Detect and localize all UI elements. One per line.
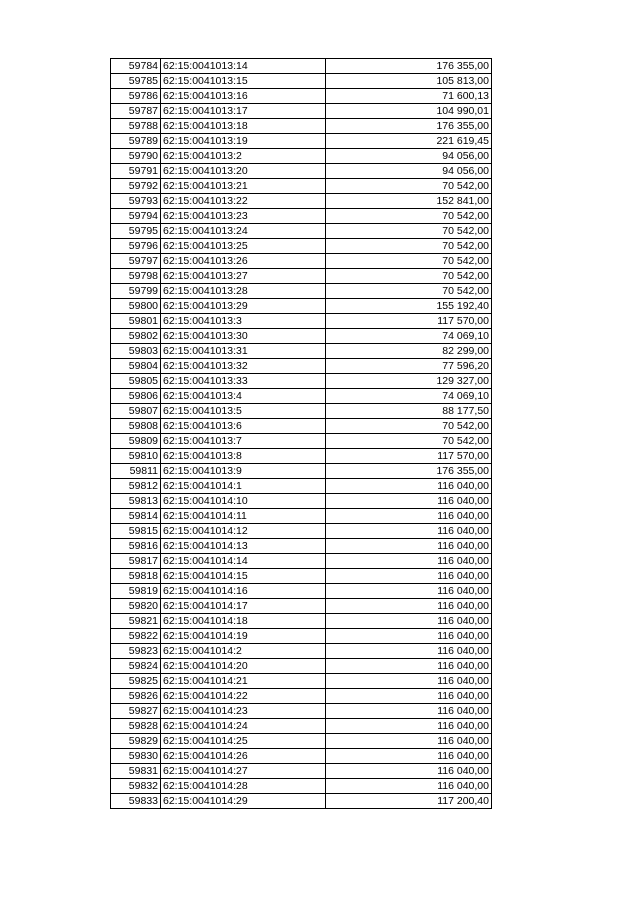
cadastral-value-cell: 88 177,50 xyxy=(326,404,492,419)
row-number-cell: 59797 xyxy=(111,254,161,269)
cadastral-value-cell: 117 200,40 xyxy=(326,794,492,809)
row-number-cell: 59807 xyxy=(111,404,161,419)
table-row xyxy=(111,569,492,584)
table-row xyxy=(111,224,492,239)
cadastral-number-cell: 62:15:0041014:28 xyxy=(161,779,326,794)
table-row xyxy=(111,434,492,449)
cadastral-value-cell: 71 600,13 xyxy=(326,89,492,104)
table-row xyxy=(111,134,492,149)
row-number-cell: 59802 xyxy=(111,329,161,344)
cadastral-value-cell: 221 619,45 xyxy=(326,134,492,149)
row-number-cell: 59804 xyxy=(111,359,161,374)
table-row xyxy=(111,779,492,794)
cadastral-number-cell: 62:15:0041014:2 xyxy=(161,644,326,659)
table-row xyxy=(111,59,492,74)
table-row xyxy=(111,719,492,734)
row-number-cell: 59826 xyxy=(111,689,161,704)
row-number-cell: 59799 xyxy=(111,284,161,299)
row-number-cell: 59824 xyxy=(111,659,161,674)
cadastral-number-cell: 62:15:0041013:31 xyxy=(161,344,326,359)
cadastral-number-cell: 62:15:0041013:8 xyxy=(161,449,326,464)
cadastral-number-cell: 62:15:0041013:30 xyxy=(161,329,326,344)
table-row xyxy=(111,674,492,689)
cadastral-number-cell: 62:15:0041014:20 xyxy=(161,659,326,674)
cadastral-value-cell: 116 040,00 xyxy=(326,569,492,584)
cadastral-value-cell: 70 542,00 xyxy=(326,419,492,434)
cadastral-value-cell: 70 542,00 xyxy=(326,179,492,194)
table-row xyxy=(111,479,492,494)
cadastral-number-cell: 62:15:0041013:3 xyxy=(161,314,326,329)
row-number-cell: 59833 xyxy=(111,794,161,809)
table-row xyxy=(111,749,492,764)
cadastral-value-cell: 82 299,00 xyxy=(326,344,492,359)
cadastral-number-cell: 62:15:0041013:21 xyxy=(161,179,326,194)
row-number-cell: 59811 xyxy=(111,464,161,479)
row-number-cell: 59785 xyxy=(111,74,161,89)
row-number-cell: 59793 xyxy=(111,194,161,209)
cadastral-value-cell: 176 355,00 xyxy=(326,464,492,479)
cadastral-value-cell: 176 355,00 xyxy=(326,119,492,134)
table-row xyxy=(111,374,492,389)
table-row xyxy=(111,539,492,554)
cadastral-number-cell: 62:15:0041013:27 xyxy=(161,269,326,284)
row-number-cell: 59809 xyxy=(111,434,161,449)
cadastral-number-cell: 62:15:0041013:32 xyxy=(161,359,326,374)
row-number-cell: 59801 xyxy=(111,314,161,329)
table-row xyxy=(111,614,492,629)
cadastral-number-cell: 62:15:0041014:22 xyxy=(161,689,326,704)
cadastral-value-cell: 116 040,00 xyxy=(326,539,492,554)
row-number-cell: 59790 xyxy=(111,149,161,164)
cadastral-value-cell: 74 069,10 xyxy=(326,329,492,344)
table-row xyxy=(111,179,492,194)
row-number-cell: 59814 xyxy=(111,509,161,524)
cadastral-number-cell: 62:15:0041013:15 xyxy=(161,74,326,89)
cadastral-value-cell: 155 192,40 xyxy=(326,299,492,314)
table-row xyxy=(111,419,492,434)
cadastral-value-cell: 104 990,01 xyxy=(326,104,492,119)
cadastral-value-cell: 116 040,00 xyxy=(326,494,492,509)
row-number-cell: 59792 xyxy=(111,179,161,194)
row-number-cell: 59787 xyxy=(111,104,161,119)
cadastral-value-cell: 116 040,00 xyxy=(326,584,492,599)
cadastral-value-cell: 116 040,00 xyxy=(326,689,492,704)
table-row xyxy=(111,524,492,539)
row-number-cell: 59816 xyxy=(111,539,161,554)
row-number-cell: 59795 xyxy=(111,224,161,239)
cadastral-value-cell: 70 542,00 xyxy=(326,209,492,224)
cadastral-number-cell: 62:15:0041013:7 xyxy=(161,434,326,449)
row-number-cell: 59800 xyxy=(111,299,161,314)
row-number-cell: 59821 xyxy=(111,614,161,629)
table-row xyxy=(111,314,492,329)
row-number-cell: 59789 xyxy=(111,134,161,149)
cadastral-number-cell: 62:15:0041013:17 xyxy=(161,104,326,119)
cadastral-value-cell: 70 542,00 xyxy=(326,434,492,449)
table-row xyxy=(111,599,492,614)
table-row xyxy=(111,659,492,674)
table-row xyxy=(111,794,492,809)
cadastral-value-cell: 116 040,00 xyxy=(326,509,492,524)
table-row xyxy=(111,284,492,299)
cadastral-value-table xyxy=(110,58,492,809)
row-number-cell: 59829 xyxy=(111,734,161,749)
cadastral-value-cell: 116 040,00 xyxy=(326,764,492,779)
cadastral-number-cell: 62:15:0041013:14 xyxy=(161,59,326,74)
cadastral-value-cell: 116 040,00 xyxy=(326,479,492,494)
row-number-cell: 59808 xyxy=(111,419,161,434)
cadastral-number-cell: 62:15:0041014:23 xyxy=(161,704,326,719)
row-number-cell: 59818 xyxy=(111,569,161,584)
cadastral-number-cell: 62:15:0041013:6 xyxy=(161,419,326,434)
row-number-cell: 59788 xyxy=(111,119,161,134)
cadastral-number-cell: 62:15:0041013:16 xyxy=(161,89,326,104)
table-row xyxy=(111,389,492,404)
cadastral-value-cell: 116 040,00 xyxy=(326,779,492,794)
row-number-cell: 59815 xyxy=(111,524,161,539)
cadastral-number-cell: 62:15:0041014:25 xyxy=(161,734,326,749)
cadastral-number-cell: 62:15:0041014:11 xyxy=(161,509,326,524)
cadastral-number-cell: 62:15:0041013:4 xyxy=(161,389,326,404)
row-number-cell: 59828 xyxy=(111,719,161,734)
cadastral-number-cell: 62:15:0041013:19 xyxy=(161,134,326,149)
cadastral-number-cell: 62:15:0041013:9 xyxy=(161,464,326,479)
cadastral-number-cell: 62:15:0041014:27 xyxy=(161,764,326,779)
cadastral-number-cell: 62:15:0041014:15 xyxy=(161,569,326,584)
cadastral-value-cell: 116 040,00 xyxy=(326,599,492,614)
cadastral-number-cell: 62:15:0041013:20 xyxy=(161,164,326,179)
cadastral-number-cell: 62:15:0041014:14 xyxy=(161,554,326,569)
cadastral-number-cell: 62:15:0041014:17 xyxy=(161,599,326,614)
table-row xyxy=(111,299,492,314)
cadastral-value-cell: 70 542,00 xyxy=(326,224,492,239)
cadastral-value-cell: 117 570,00 xyxy=(326,314,492,329)
cadastral-number-cell: 62:15:0041013:33 xyxy=(161,374,326,389)
cadastral-number-cell: 62:15:0041013:28 xyxy=(161,284,326,299)
cadastral-value-cell: 116 040,00 xyxy=(326,749,492,764)
table-row xyxy=(111,494,492,509)
cadastral-value-cell: 116 040,00 xyxy=(326,704,492,719)
row-number-cell: 59823 xyxy=(111,644,161,659)
cadastral-number-cell: 62:15:0041014:10 xyxy=(161,494,326,509)
cadastral-value-cell: 70 542,00 xyxy=(326,239,492,254)
row-number-cell: 59830 xyxy=(111,749,161,764)
row-number-cell: 59822 xyxy=(111,629,161,644)
cadastral-value-cell: 116 040,00 xyxy=(326,524,492,539)
row-number-cell: 59794 xyxy=(111,209,161,224)
cadastral-value-cell: 116 040,00 xyxy=(326,674,492,689)
row-number-cell: 59791 xyxy=(111,164,161,179)
table-row xyxy=(111,464,492,479)
table-row xyxy=(111,449,492,464)
cadastral-value-cell: 74 069,10 xyxy=(326,389,492,404)
cadastral-value-cell: 77 596,20 xyxy=(326,359,492,374)
row-number-cell: 59805 xyxy=(111,374,161,389)
table-row xyxy=(111,704,492,719)
cadastral-number-cell: 62:15:0041014:21 xyxy=(161,674,326,689)
table-row xyxy=(111,629,492,644)
cadastral-number-cell: 62:15:0041014:1 xyxy=(161,479,326,494)
cadastral-value-cell: 94 056,00 xyxy=(326,149,492,164)
cadastral-value-cell: 116 040,00 xyxy=(326,644,492,659)
table-row xyxy=(111,119,492,134)
cadastral-number-cell: 62:15:0041013:25 xyxy=(161,239,326,254)
cadastral-value-cell: 129 327,00 xyxy=(326,374,492,389)
cadastral-number-cell: 62:15:0041013:24 xyxy=(161,224,326,239)
cadastral-number-cell: 62:15:0041013:26 xyxy=(161,254,326,269)
row-number-cell: 59803 xyxy=(111,344,161,359)
cadastral-number-cell: 62:15:0041014:26 xyxy=(161,749,326,764)
row-number-cell: 59798 xyxy=(111,269,161,284)
cadastral-number-cell: 62:15:0041013:5 xyxy=(161,404,326,419)
table-row xyxy=(111,329,492,344)
row-number-cell: 59832 xyxy=(111,779,161,794)
cadastral-value-cell: 176 355,00 xyxy=(326,59,492,74)
cadastral-value-cell: 94 056,00 xyxy=(326,164,492,179)
table-row xyxy=(111,584,492,599)
table-row xyxy=(111,554,492,569)
cadastral-number-cell: 62:15:0041013:23 xyxy=(161,209,326,224)
cadastral-value-cell: 116 040,00 xyxy=(326,629,492,644)
cadastral-value-cell: 70 542,00 xyxy=(326,269,492,284)
table-row xyxy=(111,89,492,104)
cadastral-number-cell: 62:15:0041014:19 xyxy=(161,629,326,644)
row-number-cell: 59831 xyxy=(111,764,161,779)
row-number-cell: 59820 xyxy=(111,599,161,614)
cadastral-number-cell: 62:15:0041014:12 xyxy=(161,524,326,539)
cadastral-value-cell: 116 040,00 xyxy=(326,659,492,674)
table-body xyxy=(111,59,492,809)
cadastral-value-cell: 116 040,00 xyxy=(326,734,492,749)
table-row xyxy=(111,194,492,209)
table-row xyxy=(111,239,492,254)
row-number-cell: 59813 xyxy=(111,494,161,509)
table-row xyxy=(111,644,492,659)
row-number-cell: 59819 xyxy=(111,584,161,599)
cadastral-value-cell: 117 570,00 xyxy=(326,449,492,464)
table-row xyxy=(111,404,492,419)
cadastral-number-cell: 62:15:0041014:18 xyxy=(161,614,326,629)
cadastral-number-cell: 62:15:0041014:13 xyxy=(161,539,326,554)
table-row xyxy=(111,74,492,89)
row-number-cell: 59810 xyxy=(111,449,161,464)
row-number-cell: 59786 xyxy=(111,89,161,104)
cadastral-value-cell: 70 542,00 xyxy=(326,254,492,269)
table-row xyxy=(111,689,492,704)
cadastral-value-cell: 116 040,00 xyxy=(326,719,492,734)
cadastral-number-cell: 62:15:0041014:29 xyxy=(161,794,326,809)
cadastral-value-cell: 116 040,00 xyxy=(326,614,492,629)
cadastral-value-cell: 70 542,00 xyxy=(326,284,492,299)
table-row xyxy=(111,164,492,179)
row-number-cell: 59796 xyxy=(111,239,161,254)
table-row xyxy=(111,734,492,749)
table-row xyxy=(111,269,492,284)
cadastral-number-cell: 62:15:0041013:2 xyxy=(161,149,326,164)
cadastral-value-cell: 116 040,00 xyxy=(326,554,492,569)
table-row xyxy=(111,359,492,374)
table-row xyxy=(111,344,492,359)
table-row xyxy=(111,209,492,224)
row-number-cell: 59827 xyxy=(111,704,161,719)
row-number-cell: 59784 xyxy=(111,59,161,74)
cadastral-number-cell: 62:15:0041014:16 xyxy=(161,584,326,599)
row-number-cell: 59812 xyxy=(111,479,161,494)
table-row xyxy=(111,254,492,269)
cadastral-value-cell: 152 841,00 xyxy=(326,194,492,209)
cadastral-number-cell: 62:15:0041013:18 xyxy=(161,119,326,134)
row-number-cell: 59825 xyxy=(111,674,161,689)
row-number-cell: 59817 xyxy=(111,554,161,569)
row-number-cell: 59806 xyxy=(111,389,161,404)
cadastral-value-cell: 105 813,00 xyxy=(326,74,492,89)
table-row xyxy=(111,104,492,119)
cadastral-number-cell: 62:15:0041013:29 xyxy=(161,299,326,314)
cadastral-number-cell: 62:15:0041013:22 xyxy=(161,194,326,209)
cadastral-number-cell: 62:15:0041014:24 xyxy=(161,719,326,734)
table-row xyxy=(111,509,492,524)
table-row xyxy=(111,764,492,779)
table-row xyxy=(111,149,492,164)
